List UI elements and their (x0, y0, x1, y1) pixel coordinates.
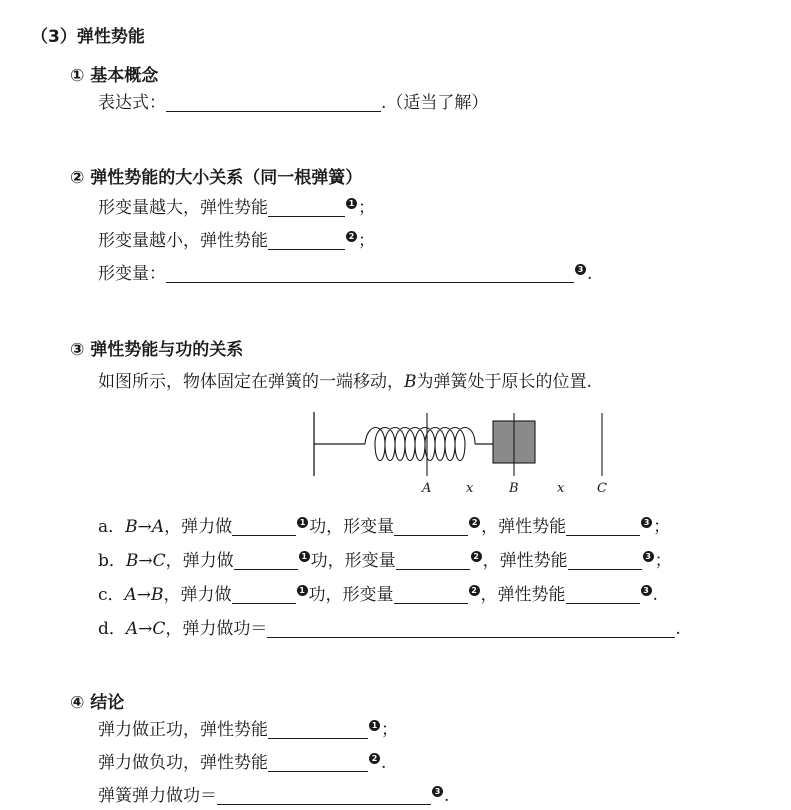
part4-line-1-text: 弹力做正功，弹性势能 (98, 720, 268, 740)
circled-number-2: 2 (471, 551, 482, 562)
row-a-blank-1[interactable] (232, 518, 296, 536)
part4-blank-1[interactable] (268, 721, 368, 739)
part2-blank-1[interactable] (268, 199, 345, 217)
expression-suffix: .（适当了解） (381, 93, 489, 113)
circled-number-1: 1 (297, 585, 308, 596)
row-d-end: . (675, 619, 681, 639)
row-b-path: B→C (125, 551, 166, 571)
part4-line-3 (98, 785, 449, 807)
part1-expression-line (98, 92, 488, 114)
row-a-prefix: a． (98, 517, 126, 537)
row-a-blank-3[interactable] (566, 518, 640, 536)
part3-heading: ③ 弹性势能与功的关系 (70, 340, 244, 360)
label-c: C (597, 481, 607, 496)
row-b-blank-3[interactable] (568, 552, 642, 570)
part4-blank-2[interactable] (268, 754, 368, 772)
row-a-text-2: 功，形变量 (309, 517, 395, 537)
circled-number-3: 3 (432, 786, 443, 797)
spring-coils (365, 428, 475, 461)
row-b (98, 550, 672, 572)
row-c-end: . (652, 585, 658, 605)
row-c-text-3: ，弹性势能 (480, 585, 566, 605)
circled-number-1: 1 (297, 517, 308, 528)
part3-intro (98, 371, 592, 393)
row-c-blank-3[interactable] (566, 586, 640, 604)
part4-line-1 (98, 719, 398, 741)
intro-point-b: B (404, 372, 417, 392)
row-c-blank-2[interactable] (394, 586, 468, 604)
circled-number-3: 3 (643, 551, 654, 562)
circled-number-2: 2 (369, 753, 380, 764)
circled-number-3: 3 (641, 585, 652, 596)
circled-number-2: 2 (469, 585, 480, 596)
part2-line-3-text: 形变量： (98, 264, 166, 284)
semicolon: ； (358, 231, 375, 251)
row-b-text-1: ，弹力做 (165, 551, 234, 571)
row-a-blank-2[interactable] (394, 518, 468, 536)
section-heading (31, 22, 145, 47)
intro-text-c: 为弹簧处于原长的位置. (416, 372, 592, 392)
row-d-blank[interactable] (267, 620, 675, 638)
row-c-prefix: c． (98, 585, 125, 605)
part2-line-3 (98, 263, 592, 285)
circled-number-3: 3 (641, 517, 652, 528)
part2-line-1 (98, 197, 375, 219)
part4-heading: ④ 结论 (70, 693, 125, 713)
row-a-path: B→A (125, 517, 165, 537)
row-a-text-1: ，弹力做 (164, 517, 233, 537)
label-x-1: x (466, 481, 474, 496)
intro-text-a: 如图所示，物体固定在弹簧的一端移动， (98, 372, 404, 392)
section-title: 弹性势能 (76, 27, 145, 47)
row-b-prefix: b． (98, 551, 126, 571)
row-c-blank-1[interactable] (232, 586, 296, 604)
part2-blank-2[interactable] (268, 232, 345, 250)
row-a-end: ； (653, 517, 671, 537)
part2-line-1-text: 形变量越大，弹性势能 (98, 198, 268, 218)
semicolon: ； (381, 720, 398, 740)
part2-line-2 (98, 230, 375, 252)
part2-heading: ② 弹性势能的大小关系（同一根弹簧） (70, 168, 363, 188)
semicolon: ； (358, 198, 375, 218)
period: . (587, 264, 593, 284)
row-a (98, 516, 670, 538)
part2-line-2-text: 形变量越小，弹性势能 (98, 231, 268, 251)
spring-diagram (305, 408, 625, 500)
circled-number-2: 2 (469, 517, 480, 528)
period: . (444, 786, 450, 806)
label-x-2: x (557, 481, 565, 496)
row-c-text-2: 功，形变量 (308, 585, 394, 605)
circled-number-1: 1 (299, 551, 310, 562)
row-d (98, 618, 681, 640)
part2-blank-3[interactable] (166, 265, 574, 283)
expression-blank[interactable] (166, 94, 381, 112)
expression-label: 表达式： (98, 93, 166, 113)
section-number: （3） (31, 27, 77, 47)
part4-line-3-text: 弹簧弹力做功＝ (98, 786, 217, 806)
part1-heading: ① 基本概念 (70, 66, 159, 86)
label-a: A (422, 481, 432, 496)
circled-number-1: 1 (346, 198, 357, 209)
row-b-text-2: 功，形变量 (310, 551, 396, 571)
row-b-text-3: ，弹性势能 (482, 551, 568, 571)
row-c (98, 584, 658, 606)
row-b-blank-1[interactable] (234, 552, 298, 570)
row-c-text-1: ，弹力做 (163, 585, 232, 605)
period: . (381, 753, 387, 773)
circled-number-2: 2 (346, 231, 357, 242)
row-a-text-3: ，弹性势能 (481, 517, 567, 537)
part4-blank-3[interactable] (217, 787, 431, 805)
part4-line-2-text: 弹力做负功，弹性势能 (98, 753, 268, 773)
row-d-prefix: d． (98, 619, 126, 639)
row-b-end: ； (654, 551, 672, 571)
row-b-blank-2[interactable] (396, 552, 470, 570)
row-d-text: ，弹力做功＝ (165, 619, 268, 639)
row-d-path: A→C (125, 619, 166, 639)
label-b: B (509, 481, 519, 496)
circled-number-1: 1 (369, 720, 380, 731)
circled-number-3: 3 (575, 264, 586, 275)
part4-line-2 (98, 752, 386, 774)
row-c-path: A→B (124, 585, 164, 605)
